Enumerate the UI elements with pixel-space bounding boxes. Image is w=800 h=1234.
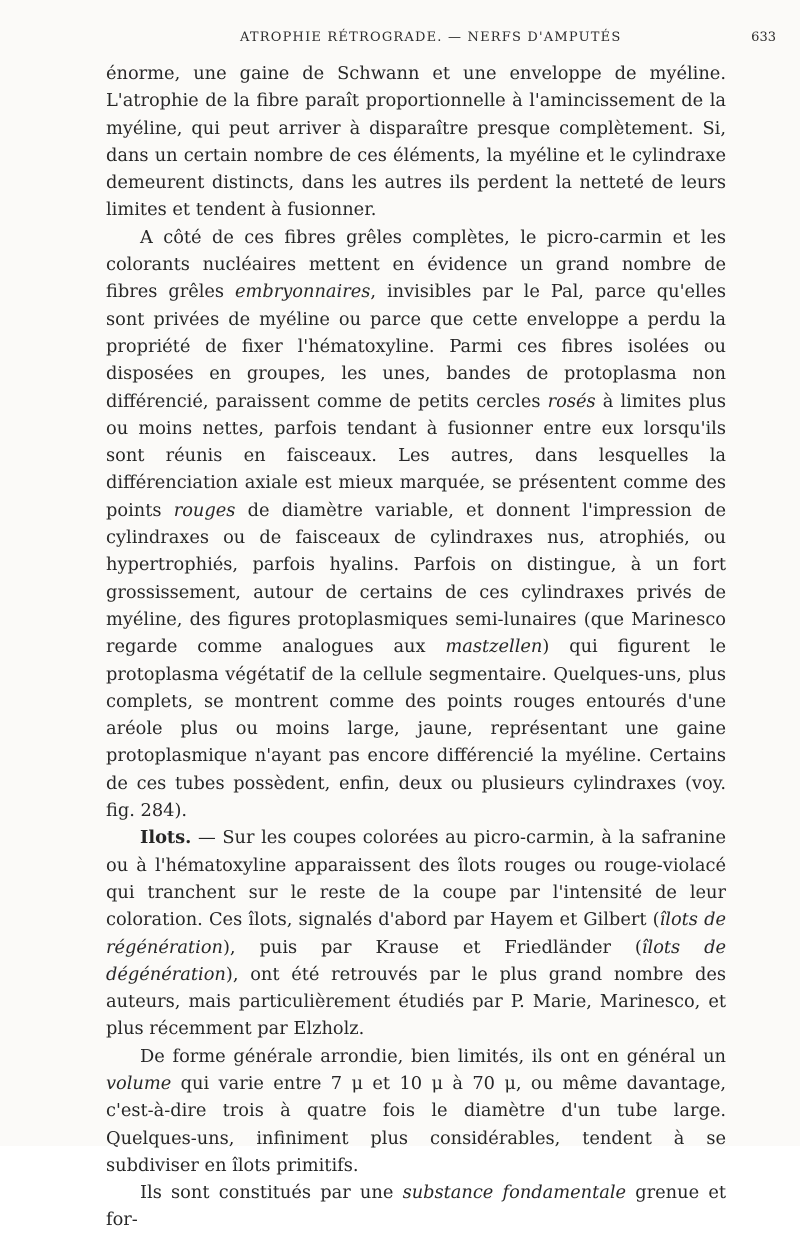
body-text	[106, 60, 726, 1234]
paragraph-text: de diamètre variable, et donnent l'impression de cylindraxes ou de faisceaux de cylindraxes nus, atrophiés, ou hypertrophiés, parfois hyalins. Parfois on distingue, à un fort grossissement, autour de certains de ces cylindraxes privés de myéline, des figures protoplasmiques semi-lunaires (que Marinesco regarde comme analogues aux	[106, 499, 726, 658]
italic-term: îlots de dégénération	[106, 936, 726, 985]
paragraph-text: ), ont été retrouvés par le plus grand nombre des auteurs, mais particulièrement étudiés par P. Marie, Marinesco, et plus récemment par Elzholz.	[106, 963, 726, 1040]
italic-term: mastzellen	[445, 636, 543, 658]
italic-term: substance fondamentale	[402, 1182, 627, 1204]
italic-term: rouges	[173, 499, 236, 521]
paragraph-text: , invisibles par le Pal, parce qu'elles sont privées de myéline ou parce que cette enveloppe a perdu la propriété de fixer l'hématoxyline. Parmi ces fibres isolées ou disposées en groupes, les unes, bandes de protoplasma non différencié, paraissent comme de petits cercles	[106, 281, 727, 412]
paragraph-text: énorme, une gaine de Schwann et une enveloppe de myéline. L'atrophie de la fibre paraît proportionnelle à l'amincissement de la myéline, qui peut arriver à disparaître presque complètement. Si, dans un certain nombre de ces éléments, la myéline et le cylindraxe demeurent distincts, dans les autres ils perdent la netteté de leurs limites et tendent à fusionner.	[106, 63, 726, 221]
paragraph-text: De forme générale arrondie, bien limités, ils ont en général un	[140, 1045, 726, 1067]
paragraph-forme	[106, 1043, 726, 1179]
paragraph-fibres-greles	[106, 224, 726, 825]
italic-term: îlots de régénération	[106, 909, 726, 958]
paragraph-substance	[106, 1179, 726, 1234]
paragraph-text: Ils sont constitués par une	[140, 1182, 403, 1204]
page-header	[0, 24, 800, 50]
paragraph-text: à limites plus ou moins nettes, parfois tendant à fusionner entre eux lorsqu'ils sont réunis en faisceaux. Les autres, dans lesquelles la différenciation axiale est mieux marquée, se présentent comme des points	[106, 390, 727, 521]
running-head: ATROPHIE RÉTROGRADE. — NERFS D'AMPUTÉS	[240, 30, 622, 45]
italic-term: volume	[106, 1072, 172, 1094]
page-number: 633	[751, 30, 776, 45]
paragraph-continuation	[106, 60, 726, 224]
paragraph-text: A côté de ces fibres grêles complètes, le picro-carmin et les colorants nucléaires mettent en évidence un grand nombre de fibres grêles	[106, 226, 726, 303]
paragraph-text: ) qui figurent le protoplasma végétatif de la cellule segmentaire. Quelques-uns, plus complets, se montrent comme des points rouges entourés d'une aréole plus ou moins large, jaune, représentant une gaine protoplasmique n'ayant pas encore différencié la myéline. Certains de ces tubes possèdent, enfin, deux ou plusieurs cylindraxes (voy. fig. 284).	[106, 636, 726, 822]
paragraph-ilots	[106, 824, 726, 1042]
paragraph-text: grenue et for-	[106, 1182, 726, 1231]
paragraph-text: ), puis par Krause et Friedländer (	[223, 936, 642, 958]
paragraph-text: qui varie entre 7 μ et 10 μ à 70 μ, ou même davantage, c'est-à-dire trois à quatre fois le diamètre d'un tube large. Quelques-uns, infiniment plus considérables, tendent à se subdiviser en îlots primitifs.	[106, 1072, 726, 1176]
italic-term: embryonnaires	[235, 281, 371, 303]
italic-term: rosés	[547, 390, 596, 412]
section-heading-ilots: Ilots.	[140, 827, 192, 849]
paragraph-text: — Sur les coupes colorées au picro-carmin, à la safranine ou à l'hématoxyline apparaissent des îlots rouges ou rouge-violacé qui tranchent sur le reste de la coupe par l'intensité de leur coloration. Ces îlots, signalés d'abord par Hayem et Gilbert (	[106, 827, 726, 931]
